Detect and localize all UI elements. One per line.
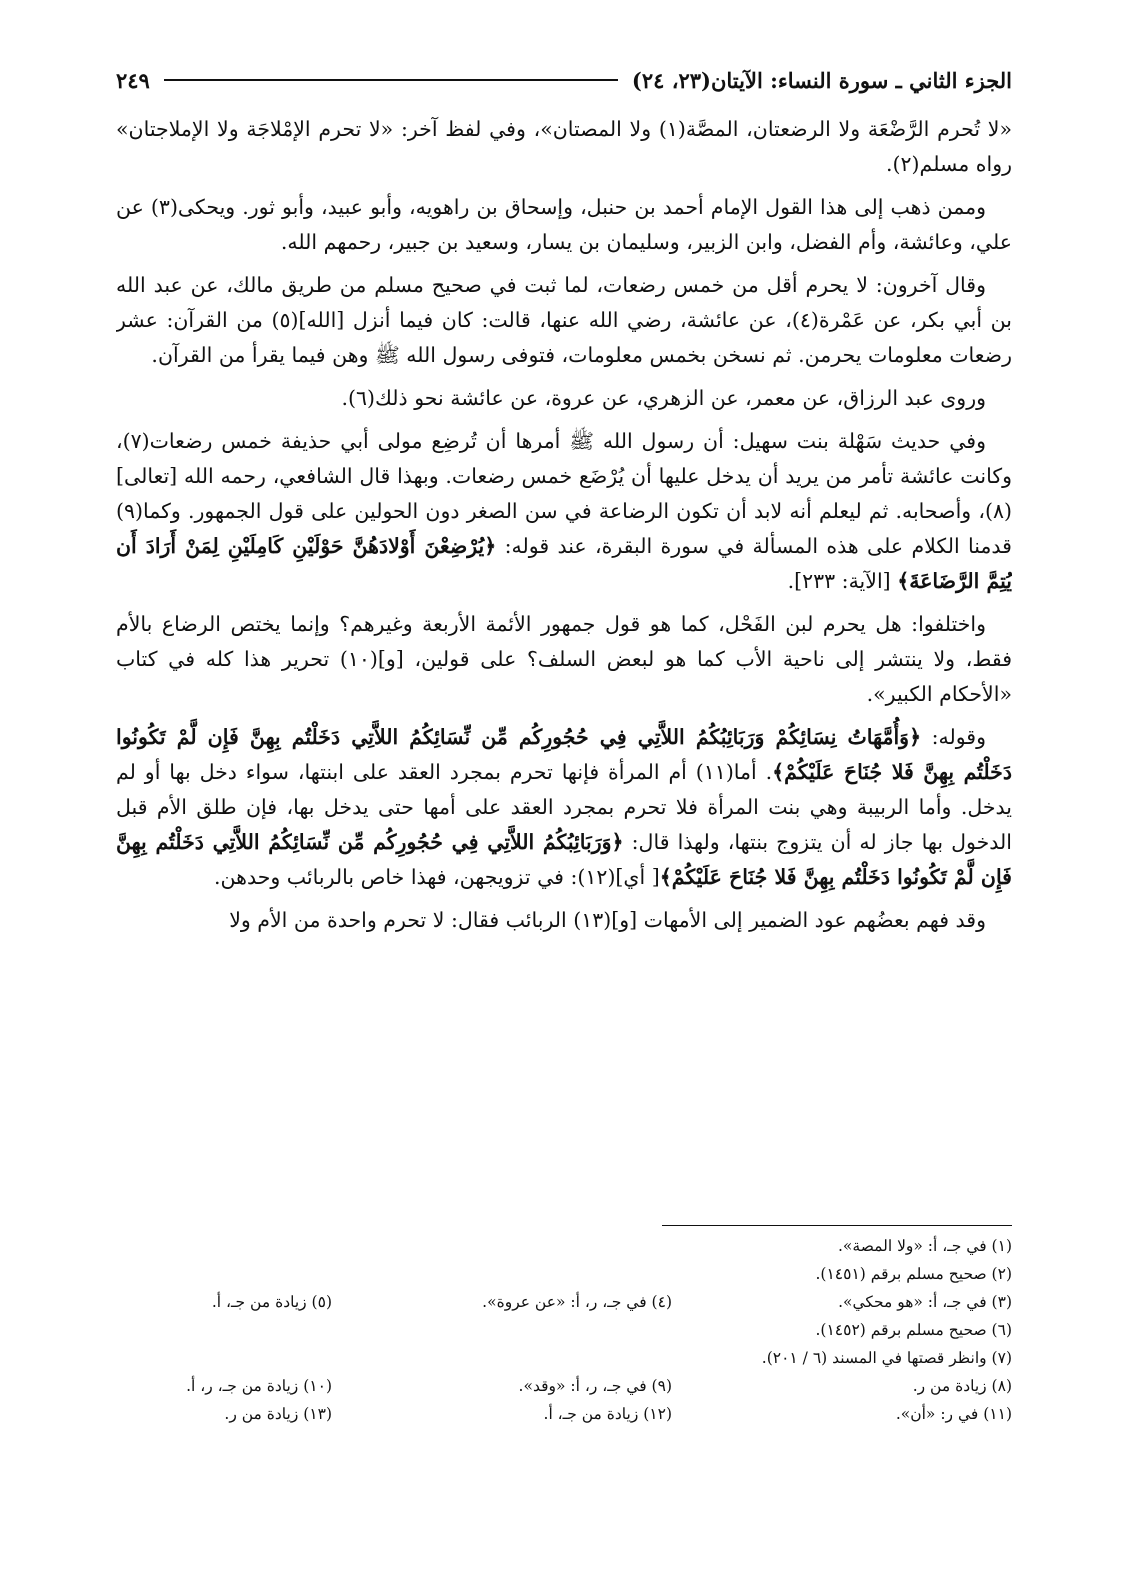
page-number: ٢٤٩ xyxy=(116,67,150,93)
verse-reference: [الآية: ٢٣٣]. xyxy=(787,569,891,593)
footnote-12: (١٢) زيادة من جـ، أ. xyxy=(543,1405,672,1423)
footnote-1: (١) في جـ، أ: «ولا المصة». xyxy=(837,1237,1012,1255)
footnote-11: (١١) في ر: «أن». xyxy=(895,1405,1012,1423)
footnote-4: (٤) في جـ، ر، أ: «عن عروة». xyxy=(482,1293,672,1311)
footnote-2: (٢) صحيح مسلم برقم (١٤٥١). xyxy=(815,1265,1012,1283)
footnote-5: (٥) زيادة من جـ، أ. xyxy=(211,1293,332,1311)
paragraph-3 xyxy=(116,268,1012,373)
paragraph-text: وقال آخرون: لا يحرم أقل من خمس رضعات، لما ثبت في صحيح مسلم من طريق مالك، عن عبد الله بن أبي بكر، عن عَمْرة(٤)، عن عائشة، رضي الله عنها، قالت: كان فيما أنزل [الله](٥) من القرآن: عشر رضعات معلومات يحرمن. ثم نسخن بخمس معلومات، فتوفى رسول الله ﷺ وهن فيما يقرأ من القرآن. xyxy=(116,273,1012,367)
paragraph-8 xyxy=(116,903,1012,938)
paragraph-text: [ أي](١٢): في تزويجهن، فهذا خاص بالربائب وحدهن. xyxy=(214,865,660,889)
paragraph-1 xyxy=(116,112,1012,182)
footnote-13: (١٣) زيادة من ر. xyxy=(224,1405,332,1423)
header-title: الجزء الثاني ـ سورة النساء: الآيتان(٢٣، ٢٤) xyxy=(631,67,1012,93)
footnote-row xyxy=(116,1400,1012,1428)
quran-verse: ﴿وَرَبَائِبُكُمُ اللاَّتِي فِي حُجُورِكُم مِّن نِّسَائِكُمُ اللاَّتِي دَخَلْتُم بِهِنَّ فَإِن لَّمْ تَكُونُوا دَخَلْتُم بِهِنَّ فَلا جُنَاحَ عَلَيْكُمْ﴾ xyxy=(116,830,1012,889)
paragraph-text: . أما(١١) أم المرأة فإنها تحرم بمجرد العقد على ابنتها، سواء دخل بها أو لم يدخل. وأما الربيبة وهي بنت المرأة فلا تحرم بمجرد العقد على أمها حتى يدخل بها، فإن طلق الأم قبل الدخول بها جاز له أن يتزوج بنتها، ولهذا قال: xyxy=(116,760,1012,854)
footnote-7: (٧) وانظر قصتها في المسند (٦ / ٢٠١). xyxy=(761,1349,1012,1367)
paragraph-text: وفي حديث سَهْلة بنت سهيل: أن رسول الله ﷺ أمرها أن تُرضِع مولى أبي حذيفة خمس رضعات(٧)، وكانت عائشة تأمر من يريد أن يدخل عليها أن يُرْضَع خمس رضعات. وبهذا قال الشافعي، رحمه الله [تعالى](٨)، وأصحابه. ثم ليعلم أنه لابد أن تكون الرضاعة في سن الصغر دون الحولين على قول الجمهور. وكما(٩) قدمنا الكلام على هذه المسألة في سورة البقرة، عند قوله: xyxy=(116,429,1012,558)
footnote-row xyxy=(116,1260,1012,1288)
footnote-row xyxy=(116,1232,1012,1260)
footnote-row xyxy=(116,1316,1012,1344)
paragraph-6 xyxy=(116,607,1012,712)
quran-verse: ﴿وَأُمَّهَاتُ نِسَائِكُمْ وَرَبَائِبُكُمُ اللاَّتِي فِي حُجُورِكُم مِّن نِّسَائِكُمُ اللاَّتِي دَخَلْتُم بِهِنَّ فَإِن لَّمْ تَكُونُوا دَخَلْتُم بِهِنَّ فَلا جُنَاحَ عَلَيْكُمْ﴾ xyxy=(116,725,1012,784)
footnote-row xyxy=(116,1372,1012,1400)
main-text xyxy=(116,112,1012,1220)
paragraph-text: «لا تُحرم الرَّضْعَة ولا الرضعتان، المصَّة(١) ولا المصتان»، وفي لفظ آخر: «لا تحرم الإمْلاجَة ولا الإملاجتان» رواه مسلم(٢). xyxy=(116,117,1012,176)
running-header xyxy=(116,60,1012,100)
paragraph-7 xyxy=(116,720,1012,895)
footnote-10: (١٠) زيادة من جـ، ر، أ. xyxy=(186,1377,332,1395)
paragraph-text: وقوله: xyxy=(931,725,986,749)
paragraph-text: واختلفوا: هل يحرم لبن الفَحْل، كما هو قول جمهور الأئمة الأربعة وغيرهم؟ وإنما يختص الرضاع بالأم فقط، ولا ينتشر إلى ناحية الأب كما هو لبعض السلف؟ على قولين، [و](١٠) تحرير هذا كله في كتاب «الأحكام الكبير». xyxy=(116,612,1012,706)
footnote-separator xyxy=(662,1225,1012,1226)
footnote-9: (٩) في جـ، ر، أ: «وقد». xyxy=(518,1377,672,1395)
footnote-6: (٦) صحيح مسلم برقم (١٤٥٢). xyxy=(815,1321,1012,1339)
footnote-row xyxy=(116,1288,1012,1316)
paragraph-text: وروى عبد الرزاق، عن معمر، عن الزهري، عن عروة، عن عائشة نحو ذلك(٦). xyxy=(341,386,986,410)
footnotes xyxy=(116,1232,1012,1452)
footnote-3: (٣) في جـ، أ: «هو محكي». xyxy=(838,1293,1012,1311)
paragraph-4 xyxy=(116,381,1012,416)
footnote-8: (٨) زيادة من ر. xyxy=(912,1377,1012,1395)
footnote-row xyxy=(116,1344,1012,1372)
paragraph-5 xyxy=(116,424,1012,599)
quran-verse: ﴿يُرْضِعْنَ أَوْلادَهُنَّ حَوْلَيْنِ كَامِلَيْنِ لِمَنْ أَرَادَ أَن يُتِمَّ الرَّضَاعَةَ﴾ xyxy=(116,534,1012,593)
paragraph-text: وقد فهم بعضُهم عود الضمير إلى الأمهات [و](١٣) الربائب فقال: لا تحرم واحدة من الأم ولا xyxy=(229,908,986,932)
paragraph-text: وممن ذهب إلى هذا القول الإمام أحمد بن حنبل، وإسحاق بن راهويه، وأبو عبيد، وأبو ثور. ويحكى(٣) عن علي، وعائشة، وأم الفضل، وابن الزبير، وسليمان بن يسار، وسعيد بن جبير، رحمهم الله. xyxy=(116,195,1012,254)
header-rule xyxy=(164,79,618,81)
paragraph-2 xyxy=(116,190,1012,260)
